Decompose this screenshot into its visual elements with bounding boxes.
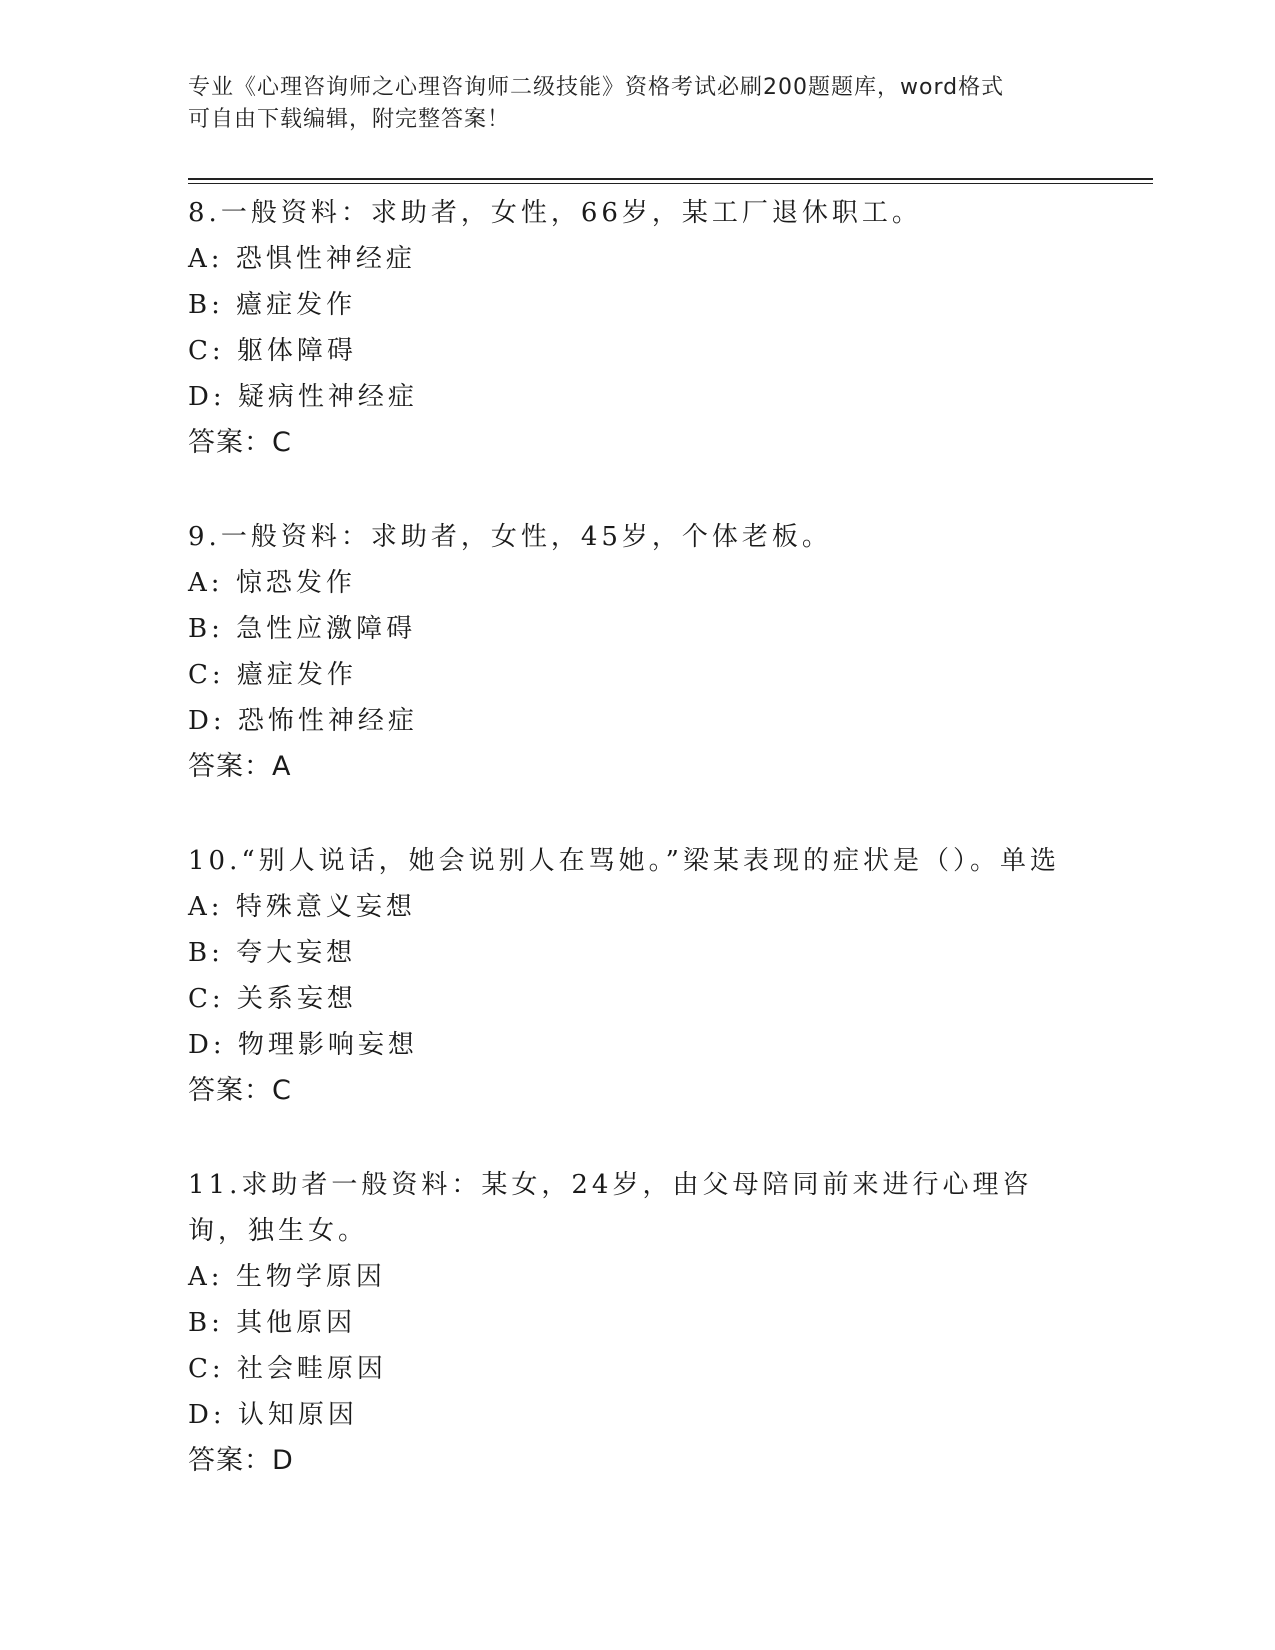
option-text: 癔症发作: [236, 660, 357, 690]
option-text: 夸大妄想: [236, 938, 357, 968]
option-letter: B:: [188, 938, 224, 968]
option-letter: B:: [188, 290, 224, 320]
question-text: [188, 1162, 1088, 1254]
question-list: [188, 190, 1088, 1532]
option-c: [188, 328, 1088, 374]
answer-line: [188, 420, 1088, 466]
option-b: [188, 1300, 1088, 1346]
option-letter: D:: [188, 382, 226, 412]
header-line-1: 专业《心理咨询师之心理咨询师二级技能》资格考试必刷200题题库，word格式: [188, 75, 1005, 100]
option-b: [188, 606, 1088, 652]
option-letter: B:: [188, 1308, 224, 1338]
option-a: [188, 1254, 1088, 1300]
option-letter: C:: [188, 336, 225, 366]
option-text: 疑病性神经症: [237, 382, 418, 412]
answer-line: [188, 1438, 1088, 1484]
option-text: 癔症发作: [236, 290, 357, 320]
question-item: [188, 190, 1088, 466]
option-b: [188, 282, 1088, 328]
option-text: 惊恐发作: [235, 568, 356, 598]
option-c: [188, 652, 1088, 698]
header-divider-thick: [188, 178, 1153, 180]
answer-value: C: [272, 427, 292, 458]
option-text: 物理影响妄想: [237, 1030, 418, 1060]
option-a: [188, 236, 1088, 282]
question-body: 一般资料：求助者，女性，45岁，个体老板。: [220, 522, 832, 552]
question-text: [188, 190, 1088, 236]
answer-line: [188, 744, 1088, 790]
answer-label: 答案：: [188, 1075, 272, 1106]
question-number: 11.: [188, 1170, 242, 1200]
option-text: 认知原因: [237, 1400, 358, 1430]
header-line-2: 可自由下载编辑，附完整答案！: [188, 107, 511, 132]
answer-value: D: [272, 1445, 294, 1476]
option-text: 恐怖性神经症: [237, 706, 418, 736]
option-d: [188, 1392, 1088, 1438]
option-text: 其他原因: [236, 1308, 357, 1338]
answer-label: 答案：: [188, 427, 272, 458]
question-item: [188, 514, 1088, 790]
header-divider-thin: [188, 183, 1153, 184]
option-letter: A:: [188, 1262, 224, 1292]
option-letter: D:: [188, 1030, 226, 1060]
answer-label: 答案：: [188, 751, 272, 782]
option-text: 生物学原因: [235, 1262, 386, 1292]
question-body: 求助者一般资料：某女，24岁，由父母陪同前来进行心理咨询，独生女。: [188, 1170, 1033, 1246]
option-letter: D:: [188, 706, 226, 736]
option-c: [188, 1346, 1088, 1392]
option-letter: A:: [188, 244, 224, 274]
option-text: 急性应激障碍: [236, 614, 417, 644]
answer-value: C: [272, 1075, 292, 1106]
option-letter: C:: [188, 660, 225, 690]
option-text: 恐惧性神经症: [235, 244, 416, 274]
option-text: 社会畦原因: [236, 1354, 387, 1384]
option-letter: C:: [188, 1354, 225, 1384]
option-c: [188, 976, 1088, 1022]
option-letter: A:: [188, 892, 224, 922]
answer-value: A: [272, 751, 292, 782]
question-item: [188, 838, 1088, 1114]
question-text: [188, 838, 1088, 884]
option-letter: C:: [188, 984, 225, 1014]
option-b: [188, 930, 1088, 976]
option-text: 关系妄想: [236, 984, 357, 1014]
question-number: 10.: [188, 846, 242, 876]
option-d: [188, 698, 1088, 744]
question-body: “别人说话，她会说别人在骂她。”梁某表现的症状是（）。单选: [241, 846, 1060, 876]
option-a: [188, 884, 1088, 930]
question-body: 一般资料：求助者，女性，66岁，某工厂退休职工。: [220, 198, 922, 228]
option-letter: B:: [188, 614, 224, 644]
question-number: 9.: [188, 522, 221, 552]
answer-line: [188, 1068, 1088, 1114]
question-item: [188, 1162, 1088, 1484]
question-number: 8.: [188, 198, 221, 228]
option-d: [188, 1022, 1088, 1068]
option-letter: D:: [188, 1400, 226, 1430]
option-letter: A:: [188, 568, 224, 598]
option-text: 特殊意义妄想: [235, 892, 416, 922]
question-text: [188, 514, 1088, 560]
document-header: [188, 72, 1088, 136]
option-text: 躯体障碍: [236, 336, 357, 366]
option-a: [188, 560, 1088, 606]
answer-label: 答案：: [188, 1445, 272, 1476]
option-d: [188, 374, 1088, 420]
